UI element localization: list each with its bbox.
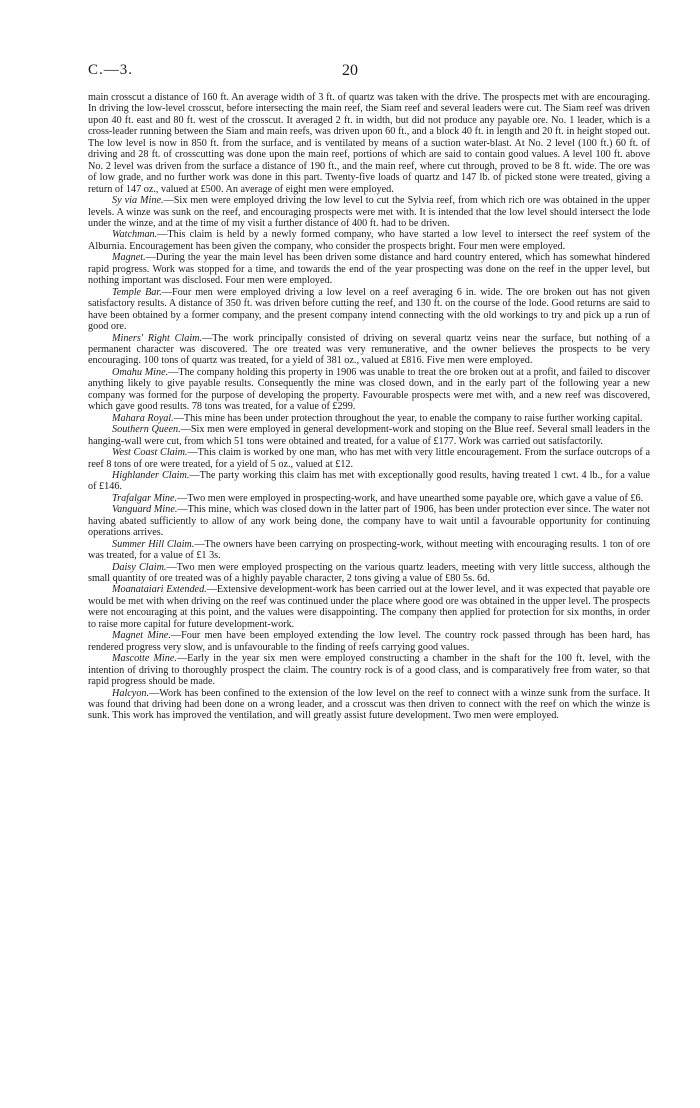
page-header xyxy=(88,62,648,80)
mine-name: Watchman. xyxy=(112,229,158,241)
mine-name: Summer Hill Claim. xyxy=(112,538,195,550)
paragraph-text: —During the year the main level has been driven some distance and hard country entered, which has somewhat hindered rapid progress. Work was stopped for a time, and towards the end of the year prospecting was done on the reef in the upper level, but nothing important was disclosed. Four men were employed. xyxy=(88,252,650,287)
paragraph-text: —Work has been confined to the extension of the low level on the reef to connect with a winze sunk from the surface. It was found that driving had been done on a wrong leader, and a crosscut was then driven to connect with the reef on which the winze is sunk. This work has improved the ventilation, and will greatly assist future development. Two men were employed. xyxy=(88,687,650,722)
paragraph-text: —This mine has been under protection throughout the year, to enable the company to raise further working capital. xyxy=(173,412,643,424)
mine-name: Magnet Mine. xyxy=(112,630,171,642)
mine-name: Mascotte Mine. xyxy=(112,653,177,665)
paragraph-text: —The party working this claim has met with exceptionally good results, having treated 1 cwt. 4 lb., for a value of £146. xyxy=(88,469,650,493)
mine-name: Mahara Royal. xyxy=(112,412,174,424)
paragraph-miners-right-claim xyxy=(88,333,650,367)
paragraph-magnet-mine xyxy=(88,630,650,653)
paragraph-omahu-mine xyxy=(88,367,650,413)
paragraph-text: —Two men were employed prospecting on the various quartz leaders, meeting with very little success, although the small quantity of ore treated was of a highly payable character, 2 tons giving a value of £80 5s. 6d. xyxy=(88,561,650,585)
mine-name: Halcyon. xyxy=(112,687,150,699)
paragraph-magnet xyxy=(88,252,650,286)
mine-name: Magnet. xyxy=(112,252,146,264)
paragraph-sylvia-mine xyxy=(88,195,650,229)
paragraph-daisy-claim xyxy=(88,562,650,585)
paragraph-text: —Six men were employed driving the low level to cut the Sylvia reef, from which rich ore was obtained in the upper levels. A winze was sunk on the reef, and encouraging prospects were met with. It is intended that the low level should intersect the lode under the winze, and at the time of my visit a further distance of 400 ft. had to be driven. xyxy=(88,195,651,229)
paragraph-mascotte-mine xyxy=(88,653,650,687)
paragraph-vanguard-mine xyxy=(88,504,650,538)
paragraph-west-coast-claim xyxy=(88,447,650,470)
mine-name: Daisy Claim. xyxy=(112,561,167,573)
report-body xyxy=(88,92,650,722)
page-number: 20 xyxy=(342,62,358,79)
paragraph-text: —This claim is worked by one man, who has met with very little encouragement. From the surface outcrops of a reef 8 tons of ore were treated, for a yield of 5 oz., valued at £12. xyxy=(88,447,650,470)
paragraph-summer-hill-claim xyxy=(88,539,650,562)
paragraph-highlander-claim xyxy=(88,470,650,493)
paragraph-temple-bar xyxy=(88,287,650,333)
paragraph-text: —The owners have been carrying on prospecting-work, without meeting with encouraging results. 1 ton of ore was treated, for a value of £1 3s. xyxy=(88,538,650,562)
paragraph-text: main crosscut a distance of 160 ft. An average width of 3 ft. of quartz was taken with the drive. The prospects met with are encouraging. In driving the low-level crosscut, before intersecting the main reef, the Siam reef and several leaders were cut. The Siam reef was driven upon 40 ft. east and 80 ft. west of the crosscut. It averaged 2 ft. in width, but did not produce any payable ore. No. 1 leader, which is a cross-leader running between the Siam and main reefs, was driven upon 60 ft., and a block 40 ft. in length and 20 ft. in height stoped out. The low level is now in 850 ft. from the surface, and is ventilated by means of a suction water-blast. At No. 2 level (100 ft.) 60 ft. of driving and 28 ft. of crosscutting was done upon the main reef, portions of which are said to contain good values. A level 100 ft. above No. 2 level was driven from the surface a distance of 190 ft., and the main reef, where cut through, proved to be 8 ft. wide. The ore was of low grade, and no further work was done in this part. Twenty-five loads of quartz and 147 lb. of picked stone were treated, giving a return of 147 oz., valued at £500. An average of eight men were employed. xyxy=(88,92,650,195)
mine-name: West Coast Claim. xyxy=(112,447,188,459)
paragraph-text: —Extensive development-work has been carried out at the lower level, and it was expected that payable ore would be met with when driving on the reef was continued under the place where good ore was obtained in the upper level. The prospects were not encouraging at this point, and the values were disappointing. The company then applied for protection for six months, in order to raise more capital for future development-work. xyxy=(88,584,651,630)
paragraph-text: —Two men were employed in prospecting-work, and have unearthed some payable ore, which gave a value of £6. xyxy=(177,492,644,504)
paragraph-text: —Six men were employed in general development-work and stoping on the Blue reef. Several small leaders in the hanging-wall were cut, from which 51 tons were obtained and treated, for a value of £177. Work was carried out satisfactorily. xyxy=(88,424,650,447)
document-reference: C.—3. xyxy=(88,62,134,78)
mine-name: Moanataiari Extended. xyxy=(112,584,207,596)
mine-name: Highlander Claim. xyxy=(112,469,190,481)
mine-name: Omahu Mine. xyxy=(112,366,169,378)
paragraph-text: —Four men have been employed extending the low level. The country rock passed through has been hard, has rendered progress very slow, and is unfavourable to the finding of reefs carrying good values. xyxy=(88,630,650,653)
paragraph-trafalgar-mine xyxy=(88,493,650,504)
paragraph-mahara-royal xyxy=(88,413,650,424)
paragraph-text: —The work principally consisted of driving on several quartz veins near the surface, but nothing of a permanent character was discovered. The ore treated was very remunerative, and the owner believes the prospects to be very encouraging. 100 tons of quartz was treated, for a yield of 381 oz., valued at £816. Five men were employed. xyxy=(88,332,650,367)
paragraph-text: —Four men were employed driving a low level on a reef averaging 6 in. wide. The ore broken out has not given satisfactory results. A distance of 350 ft. was driven before cutting the reef, and 130 ft. on the course of the lode. Good returns are said to have been obtained by a former company, and the present company intend connecting with the old workings to try and pick up a run of good ore. xyxy=(88,286,650,333)
paragraph-watchman xyxy=(88,229,650,252)
paragraph-southern-queen xyxy=(88,424,650,447)
paragraph-halcyon xyxy=(88,688,650,722)
mine-name: Vanguard Mine. xyxy=(112,504,178,516)
paragraph-moanataiari-extended xyxy=(88,584,650,630)
mine-name: Sy via Mine. xyxy=(112,195,164,207)
mine-name: Temple Bar. xyxy=(112,286,162,298)
mine-name: Trafalgar Mine. xyxy=(112,492,178,504)
mine-name: Miners' Right Claim. xyxy=(112,332,203,344)
paragraph-text: —The company holding this property in 1906 was unable to treat the ore broken out at a profit, and failed to discover anything likely to give payable results. Consequently the mine was closed down, and in the early part of the following year a new company was formed for the purpose of developing the property. Favourable prospects were met with, and a new reef was discovered, which gave good results. 78 tons was treated, for a value of £299. xyxy=(88,366,650,413)
mine-name: Southern Queen. xyxy=(112,424,181,436)
paragraph-text: —This claim is held by a newly formed company, who have started a low level to intersect the reef system of the Alburnia. Encouragement has been given the company, who consider the prospects bright. Four men were employed. xyxy=(88,229,650,252)
paragraph-text: —Early in the year six men were employed constructing a chamber in the shaft for the 100 ft. level, with the intention of driving to thoroughly prospect the claim. The country rock is of a good class, and is comparatively free from water, so that rapid progress should be made. xyxy=(88,653,650,688)
paragraph-continuation xyxy=(88,92,650,195)
paragraph-text: —This mine, which was closed down in the latter part of 1906, has been under protection ever since. The water not having abated sufficiently to allow of any work being done, the company have to wait until a favourable opportunity for continuing operations arrives. xyxy=(88,504,650,539)
